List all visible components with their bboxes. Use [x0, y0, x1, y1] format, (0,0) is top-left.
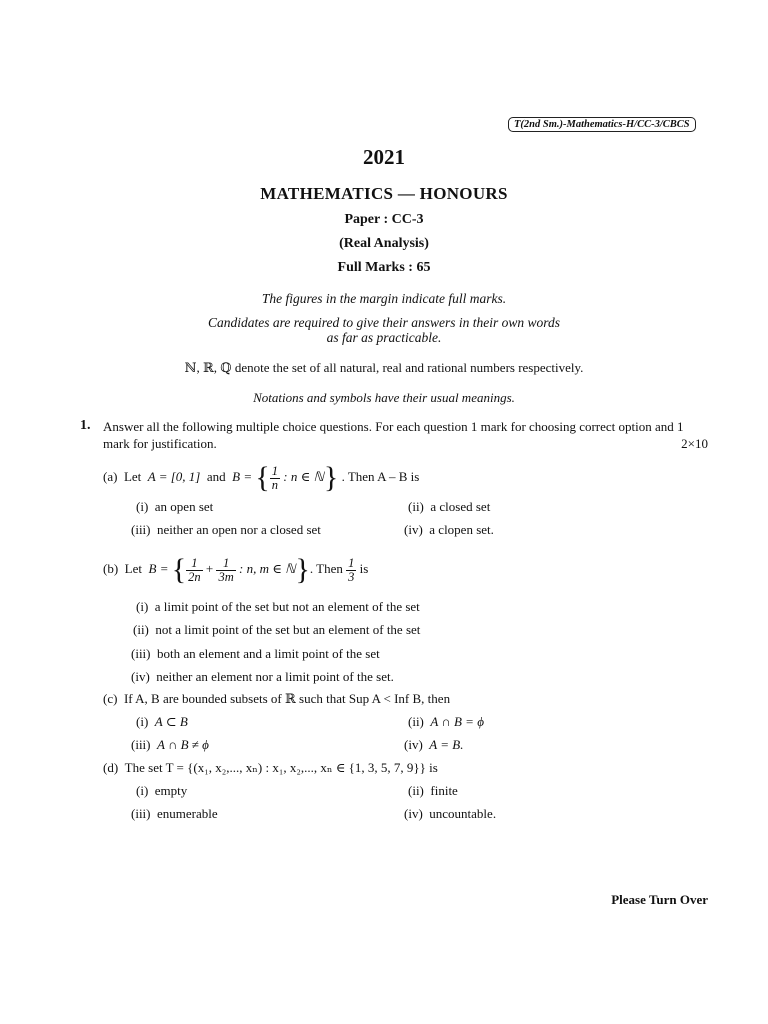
- paper-code-box: T(2nd Sm.)-Mathematics-H/CC-3/CBCS: [508, 117, 696, 132]
- question-d-option-3: (iii) enumerable: [131, 806, 218, 821]
- question-b-is: is: [359, 561, 369, 576]
- question-text: Answer all the following multiple choice questions. For each question 1 mark for choosing correct option and 1 mark for justification.: [103, 419, 684, 451]
- question-d-option-2: (ii) finite: [408, 783, 458, 798]
- question-a-stem-post: . Then A – B is: [341, 469, 420, 484]
- question-b-fraction-1: $\frac{1}{2n}$: [188, 555, 201, 584]
- question-a-label: (a): [103, 469, 118, 484]
- question-b-option-3: (iii) both an element and a limit point of the set: [131, 646, 380, 661]
- right-brace-icon: }: [323, 461, 339, 495]
- question-a-option-2: (ii) a closed set: [408, 499, 491, 514]
- question-a-set-b-cond: : n ∈ ℕ: [283, 469, 324, 484]
- left-brace-icon: {: [255, 461, 270, 495]
- right-brace-icon: }: [295, 553, 310, 587]
- question-a-set-b-pre: B =: [232, 469, 253, 484]
- question-b-option-1: (i) a limit point of the set but not an element of the set: [136, 599, 420, 614]
- subject-title: MATHEMATICS — HONOURS: [260, 184, 508, 203]
- question-c-stem: (c) If A, B are bounded subsets of ℝ such that Sup A < Inf B, then: [103, 691, 451, 706]
- question-d-option-1: (i) empty: [136, 783, 188, 798]
- question-c-option-3: (iii) A ∩ B ≠ ϕ: [131, 737, 209, 752]
- usual-meanings-note: Notations and symbols have their usual meanings.: [253, 390, 515, 405]
- question-b-fraction-2: $\frac{1}{3m}$: [218, 555, 234, 584]
- please-turn-over: Please Turn Over: [611, 892, 708, 907]
- question-marks: 2×10: [681, 436, 708, 451]
- question-a-set-a: A = [0, 1]: [147, 469, 201, 484]
- instruction-own-words: Candidates are required to give their answers in their own words: [208, 315, 560, 330]
- question-c-option-4: (iv) A = B.: [404, 737, 464, 752]
- question-b-fraction-third: $\frac{1}{3}$: [348, 555, 355, 584]
- instruction-margin: The figures in the margin indicate full marks.: [261, 291, 507, 306]
- left-brace-icon: {: [171, 553, 187, 587]
- question-d-stem: (d) The set T = {(x₁, x₂,..., xₙ) : x₁, x₂,..., xₙ ∈ {1, 3, 5, 7, 9}} is: [103, 760, 438, 775]
- question-a-option-4: (iv) a clopen set.: [404, 522, 494, 537]
- full-marks: Full Marks : 65: [337, 260, 431, 275]
- question-b-then: . Then: [309, 561, 343, 576]
- question-b-label: (b): [103, 561, 119, 576]
- question-a-let: Let: [123, 469, 142, 484]
- question-c-option-2: (ii) A ∩ B = ϕ: [408, 714, 484, 729]
- question-a-option-3: (iii) neither an open nor a closed set: [131, 522, 321, 537]
- question-b-plus: +: [205, 561, 214, 576]
- question-a-option-1: (i) an open set: [136, 499, 214, 514]
- exam-year: 2021: [363, 145, 405, 169]
- question-a-and: and: [206, 469, 226, 484]
- question-b-option-2: (ii) not a limit point of the set but an element of the set: [133, 622, 421, 637]
- question-a-fraction: $\frac{1}{n}$: [271, 463, 279, 492]
- question-d-option-4: (iv) uncountable.: [404, 806, 497, 821]
- question-b-let: Let: [124, 561, 142, 576]
- notation-note: ℕ, ℝ, ℚ denote the set of all natural, real and rational numbers respectively.: [184, 360, 584, 375]
- question-b-option-4: (iv) neither an element nor a limit point of the set.: [131, 669, 394, 684]
- question-b-cond: : n, m ∈ ℕ: [239, 561, 296, 576]
- question-number: 1.: [80, 418, 91, 433]
- paper-code: Paper : CC-3: [344, 212, 424, 227]
- question-c-option-1: (i) A ⊂ B: [136, 714, 188, 729]
- question-b-set-pre: B =: [148, 561, 169, 576]
- question-b-stem: [103, 553, 369, 587]
- instruction-practicable: as far as practicable.: [326, 330, 442, 345]
- question-a-stem: [103, 461, 420, 495]
- paper-area: (Real Analysis): [339, 236, 429, 251]
